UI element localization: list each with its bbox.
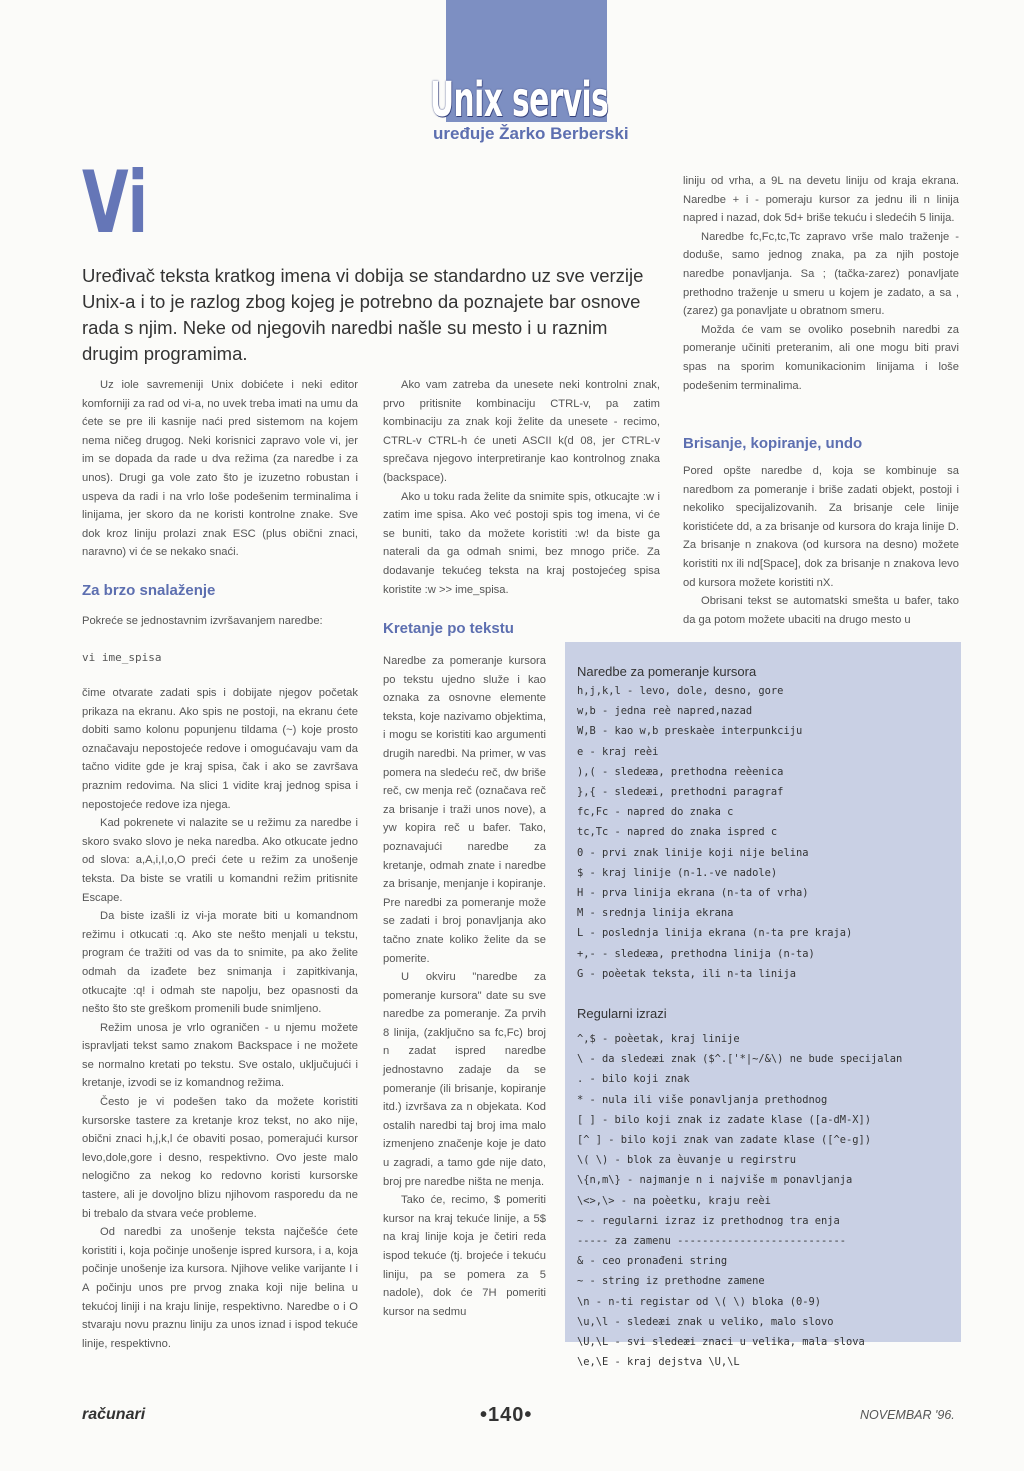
paragraph: čime otvarate zadati spis i dobijate njegov početak prikaza na ekranu. Ako spis ne postoji, na ekranu ćete dobiti samo kolonu popunjenu tildama (~) koje prosto označavaju nepostojeće redove i omogućavaju vam da tačno vidite gde je kraj spisa, čak i ako se završava praznim redovima. Na slici 1 vidite kraj jednog spisa i nepostojeće redove iza njega. xyxy=(82,687,358,811)
sidebar-line: tc,Tc - napred do znaka ispred c xyxy=(577,826,778,839)
column-2-top xyxy=(383,376,660,599)
sidebar-line: \( \) - blok za èuvanje u regirstru xyxy=(577,1154,796,1167)
sidebar-line: },{ - sledeæi, prethodni paragraf xyxy=(577,786,784,799)
paragraph: Možda će vam se ovoliko posebnih naredbi za pomeranje učiniti preteranim, ali one mogu biti pravi spas na sporim komunikacionim linijama i loše podešenim terminalima. xyxy=(683,323,959,392)
paragraph: Tako će, recimo, $ pomeriti kursor na kraj tekuće linije, a 5$ na kraj linije koja je četiri reda ispod tekuće (tj. brojeće i tekuću liniju, pa se pomera za 5 nadole), dok će 7H pomeriti kursor na sedmu xyxy=(383,1194,546,1318)
sidebar-line: H - prva linija ekrana (n-ta of vrha) xyxy=(577,887,809,900)
paragraph: U okviru "naredbe za pomeranje kursora" date su sve naredbe za pomeranje. Za prvih 8 linija, (zaključno sa fc,Fc) broj n zadat ispred naredbe jednostavno zadaje da se pomeranje (ili brisanje, kopiranje itd.) izvršava za n objekata. Kod ostalih naredbi taj broj ima malo izmenjeno značenje koje je dato u zagradi, a tamo gde nije dato, broj pre naredbe ništa ne menja. xyxy=(383,971,546,1188)
sidebar-line: * - nula ili više ponavljanja prethodnog xyxy=(577,1093,828,1106)
sidebar-line: \ - da sledeæi znak ($^.['*|~/&\) ne bude specijalan xyxy=(577,1053,903,1066)
sidebar-line: \e,\E - kraj dejstva \U,\L xyxy=(577,1356,740,1369)
paragraph: Kad pokrenete vi nalazite se u režimu za naredbe i skoro svako slovo je neka naredba. Ako otkucate jedno od slova: a,A,i,I,o,O preći ćete u režim za unošenje teksta. Da biste se vratili u komandni režim pritisnite Escape. xyxy=(82,817,358,904)
page-number: •140• xyxy=(480,1404,533,1426)
sidebar-line: \U,\L - svi sledeæi znaci u velika, mala slova xyxy=(577,1336,865,1349)
sidebar-line: & - ceo pronađeni string xyxy=(577,1255,728,1268)
sidebar-line: M - srednja linija ekrana xyxy=(577,907,734,920)
paragraph: Pokreće se jednostavnim izvršavanjem naredbe: xyxy=(82,615,323,627)
subheading-brisanje: Brisanje, kopiranje, undo xyxy=(683,435,863,452)
section-title: Unix servis xyxy=(430,72,609,128)
column-1-top xyxy=(82,376,358,562)
sidebar-line: w,b - jedna reè napred,nazad xyxy=(577,705,753,718)
sidebar-line: ^,$ - poèetak, kraj linije xyxy=(577,1033,740,1046)
replace-list xyxy=(577,1251,957,1372)
commands-sidebar-box xyxy=(565,642,961,1369)
sidebar-line: h,j,k,l - levo, dole, desno, gore xyxy=(577,685,784,697)
sidebar-line: [ ] - bilo koji znak iz zadate klase ([a-dM-X]) xyxy=(577,1113,872,1126)
paragraph: liniju od vrha, a 9L na devetu liniju od kraja ekrana. Naredbe + i - pomeraju kursor za jednu ili n linija napred i nazad, dok 5d+ briše tekuću i sledećih 5 linija. xyxy=(683,175,959,225)
sidebar-heading-regex: Regularni izrazi xyxy=(577,1006,667,1022)
column-3-top xyxy=(683,172,959,395)
sidebar-line: G - poèetak teksta, ili n-ta linija xyxy=(577,967,796,980)
sidebar-line: $ - kraj linije (n-1.-ve nadole) xyxy=(577,866,778,879)
subheading-kretanje: Kretanje po tekstu xyxy=(383,620,514,637)
sidebar-line: . - bilo koji znak xyxy=(577,1073,690,1086)
sidebar-line: ~ - string iz prethodne zamene xyxy=(577,1275,765,1288)
paragraph: Da biste izašli iz vi-ja morate biti u komandnom režimu i otkucati :q. Ako ste nešto menjali u tekstu, program će tražiti od vas da to snimite, pa ako želite odmah da izađete bez snimanja i zapitkivanja, otkucajte :q! i odmah ste napolju, bez opasnosti da nešto što ste greškom promenili bude snimljeno. xyxy=(82,910,358,1016)
paragraph: Od naredbi za unošenje teksta najčešće ćete koristiti i, koja počinje unošenje ispred kursora, i a, koja počinje unošenje iza kursora. Njihove velike varijante I i A počinju unos pre prvog znaka koji nije belina u tekućoj liniji i na kraju linije, respektivno. Naredbe o i O stvaraju novu praznu liniju za unos iznad i ispod tekuće linije, respektivno. xyxy=(82,1226,358,1350)
paragraph: Ako vam zatreba da unesete neki kontrolni znak, prvo pritisnite kombinaciju CTRL-v, pa zatim kombinaciju za znak koji želite da unesete - recimo, CTRL-v CTRL-h će uneti ASCII k(d 08, jer CTRL-v sprečava njegovo interpretiranje kao kontrolnog znaka (backspace). xyxy=(383,379,660,484)
sidebar-line: fc,Fc - napred do znaka c xyxy=(577,806,734,819)
sidebar-line: \{n,m\} - najmanje n i najviše m ponavljanja xyxy=(577,1174,853,1187)
column-3-body xyxy=(683,462,959,629)
paragraph: Naredbe za pomeranje kursora po tekstu ujedno služe i kao oznaka za osnovne elemente teksta, koje nazivamo objektima, i mogu se koristiti kao argumenti drugih naredbi. Na primer, w vas pomera na sledeću reč, dw briše reč, cw menja reč (označava reč za brisanje i traži unos nove), a yw kopira reč u bafer. Tako, poznavajući naredbe za kretanje, odmah znate i naredbe za brisanje, menjanje i kopiranje. Pre naredbi za pomeranje može se zadati i broj ponavljanja ako tačno znate koliko želite da se pomerite. xyxy=(383,655,546,965)
article-title: Vi xyxy=(82,153,149,253)
paragraph: Uz iole savremeniji Unix dobićete i neki editor komforniji za rad od vi-a, no uvek treba imati na umu da ćete se pre ili kasnije naći pred sistemom na kojem nema ničeg drugog. Neki korisnici zapravo vole vi, jer im se dopada da rade u dva režima (za naredbe i za unos). Drugi ga vole zato što je izuzetno robustan i uspeva da radi i na vrlo loše podešenim terminalima i linijama, jer skoro da ne koristi kontrolne znake. Sve dok kroz liniju prolazi znak ESC (plus obični znaci, naravno) vi će se nekako snaći. xyxy=(82,379,358,559)
sidebar-line: \u,\l - sledeæi znak u veliko, malo slovo xyxy=(577,1315,834,1328)
paragraph: Naredbe fc,Fc,tc,Tc zapravo vrše malo traženje - doduše, samo jednog znaka, pa za njih postoje naredbe ponavljanja. Sa ; (tačka-zarez) ponavljate prethodno traženje u smeru u kojem je zadato, a sa , (zarez) ga ponavljate u obratnom smeru. xyxy=(683,230,959,318)
cursor-commands-list xyxy=(577,681,957,984)
sidebar-line: [^ ] - bilo koji znak van zadate klase ([^e-g]) xyxy=(577,1134,872,1147)
sidebar-line: e - kraj reèi xyxy=(577,745,659,758)
sidebar-line: 0 - prvi znak linije koji nije belina xyxy=(577,846,809,859)
sidebar-line: \n - n-ti registar od \( \) bloka (0-9) xyxy=(577,1295,821,1308)
column-2-body xyxy=(383,652,546,1321)
sidebar-heading-cursor: Naredbe za pomeranje kursora xyxy=(577,664,757,679)
issue-date: NOVEMBAR '96. xyxy=(860,1408,955,1422)
paragraph: Obrisani tekst se automatski smešta u bafer, tako da ga potom možete ubaciti na drugo mesto u xyxy=(683,595,959,626)
article-lead: Uređivač teksta kratkog imena vi dobija se standardno uz sve verzije Unix-a i to je razlog zbog kojeg je potrebno da poznajete bar osnove rada s njim. Neke od njegovih naredbi našle su mesto i u raznim drugim programima. xyxy=(82,265,644,364)
paragraph: Često je vi podešen tako da možete koristiti kursorske tastere za kretanje kroz tekst, no ako nije, obični znaci h,j,k,l će obaviti posao, pomerajući kursor levo,dole,gore i desno, respektivno. Ovo jeste malo nelogično za nekog ko redovno koristi kursorske tastere, ali je dovoljno blizu njihovom rasporedu da ne bi trebalo da stvara veće probleme. xyxy=(82,1096,358,1220)
sidebar-content xyxy=(577,664,957,1373)
paragraph: Pored opšte naredbe d, koja se kombinuje sa naredbom za pomeranje i briše zadati objekt, postoji i nekoliko specijalizovanih. Za brisanje cele linije koristićete dd, a za brisanje od kursora do kraja linije D. Za brisanje n znakova (od kursora na desno) možete koristiti nx ili nd[Space], dok za brisanje n znakova levo od kursora možete koristiti nX. xyxy=(683,465,959,589)
magazine-name: računari xyxy=(82,1406,146,1423)
sidebar-line: \<>,\> - na poèetku, kraju reèi xyxy=(577,1194,771,1207)
editor-credit: uređuje Žarko Berberski xyxy=(433,124,629,143)
paragraph: Režim unosa je vrlo ograničen - u njemu možete ispravljati tekst samo znakom Backspace i ne možete se normalno kretati po tekstu. Sve ostalo, uključujući i kretanje, izvodi se iz komandnog režima. xyxy=(82,1021,358,1090)
sidebar-line: +,- - sledeæa, prethodna linija (n-ta) xyxy=(577,947,815,960)
command-example: vi ime_spisa xyxy=(82,651,162,664)
sidebar-line: ~ - regularni izraz iz prethodnog tra enja xyxy=(577,1214,840,1227)
column-1-body xyxy=(82,684,358,1353)
sidebar-line: ),( - sledeæa, prethodna reèenica xyxy=(577,765,784,778)
replace-divider: ----- za zamenu --------------------------- xyxy=(577,1235,846,1248)
sidebar-line: W,B - kao w,b preskaèe interpunkciju xyxy=(577,725,803,738)
subheading-brzo: Za brzo snalaženje xyxy=(82,582,216,599)
paragraph: Ako u toku rada želite da snimite spis, otkucajte :w i zatim ime spisa. Ako već postoji spis tog imena, vi će se buniti, tako da možete koristiti :w! da biste ga naterali da ga odmah snimi, bez mnogo priče. Za dodavanje tekućeg teksta na kraj postojećeg spisa koristite :w >> ime_spisa. xyxy=(383,490,660,596)
column-1-intro xyxy=(82,612,358,631)
sidebar-line: L - poslednja linija ekrana (n-ta pre kraja) xyxy=(577,927,853,940)
regex-list xyxy=(577,1029,957,1231)
